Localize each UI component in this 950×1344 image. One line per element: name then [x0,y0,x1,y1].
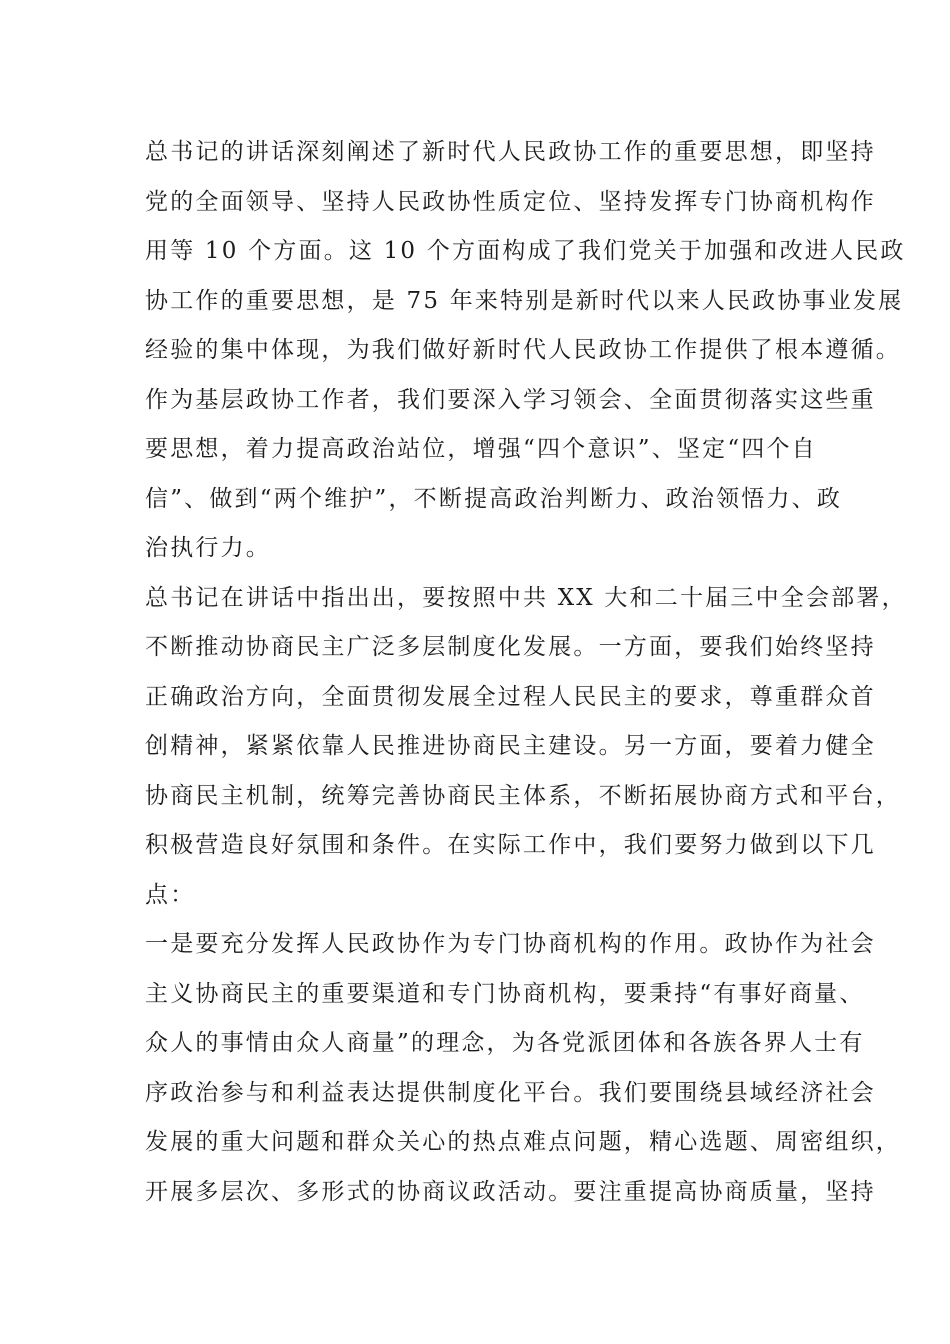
text-line: 众人的事情由众人商量”的理念，为各党派团体和各族各界人士有 [145,1030,865,1056]
text-line: 主义协商民主的重要渠道和专门协商机构，要秉持“有事好商量、 [145,980,865,1007]
text-line: 协商民主机制，统筹完善协商民主体系，不断拓展协商方式和平台， [145,782,901,809]
text-line: 用等 10 个方面。这 10 个方面构成了我们党关于加强和改进人民政 [145,238,906,264]
text-line: 作为基层政协工作者，我们要深入学习领会、全面贯彻落实这些重 [145,386,876,413]
text-line: 党的全面领导、坚持人民政协性质定位、坚持发挥专门协商机构作 [145,188,876,215]
text-line: 要思想，着力提高政治站位，增强“四个意识”、坚定“四个自 [145,436,817,462]
text-line: 开展多层次、多形式的协商议政活动。要注重提高协商质量，坚持 [145,1178,876,1205]
text-line: 一是要充分发挥人民政协作为专门协商机构的作用。政协作为社会 [145,931,876,957]
text-line: 序政治参与和利益表达提供制度化平台。我们要围绕县域经济社会 [145,1079,876,1106]
text-line: 总书记在讲话中指出出，要按照中共 XX 大和二十届三中全会部署， [145,584,907,611]
text-line: 积极营造良好氛围和条件。在实际工作中，我们要努力做到以下几 [145,832,876,858]
text-line: 正确政治方向，全面贯彻发展全过程人民民主的要求，尊重群众首 [145,683,876,710]
text-line: 创精神，紧紧依靠人民推进协商民主建设。另一方面，要着力健全 [145,733,876,759]
text-line: 点： [145,881,196,908]
text-line: 协工作的重要思想，是 75 年来特别是新时代以来人民政协事业发展 [145,287,904,314]
body-text [145,128,907,1217]
text-line: 信”、做到“两个维护”，不断提高政治判断力、政治领悟力、政 [145,485,843,512]
text-line: 治执行力。 [145,535,271,561]
text-line: 经验的集中体现，为我们做好新时代人民政协工作提供了根本遵循。 [145,337,901,363]
text-line: 发展的重大问题和群众关心的热点难点问题，精心选题、周密组织， [145,1129,901,1155]
text-line: 不断推动协商民主广泛多层制度化发展。一方面，要我们始终坚持 [145,634,876,660]
text-line: 总书记的讲话深刻阐述了新时代人民政协工作的重要思想，即坚持 [145,139,876,165]
